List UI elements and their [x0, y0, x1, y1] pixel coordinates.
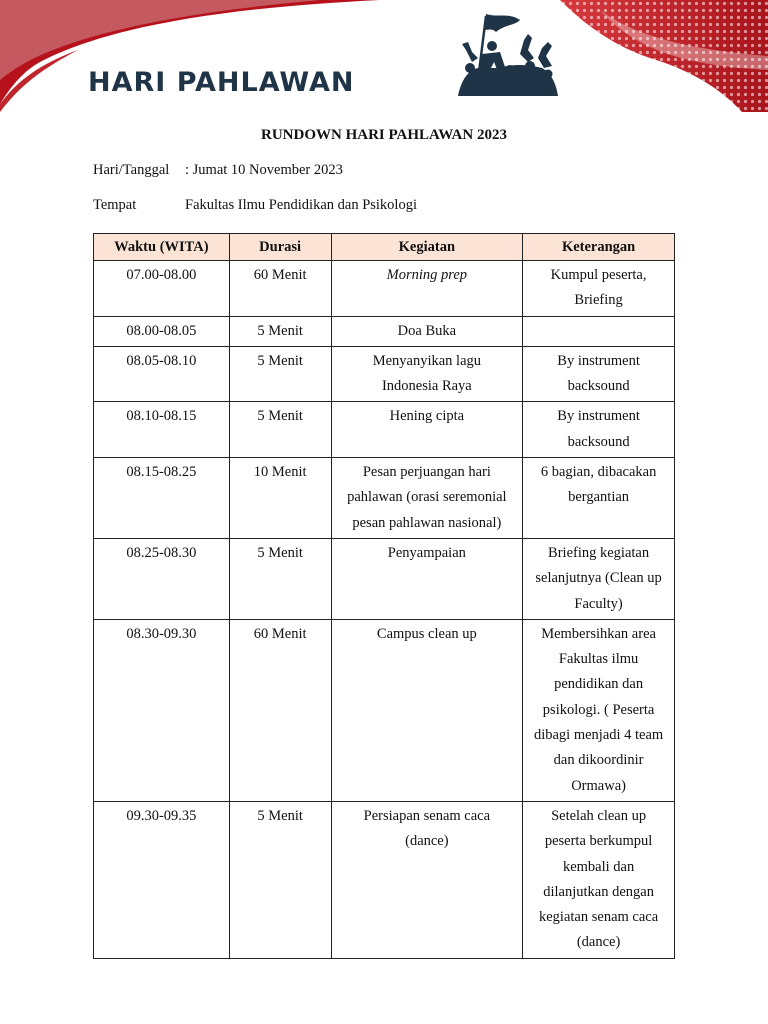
place-value: Fakultas Ilmu Pendidikan dan Psikologi [185, 197, 417, 213]
cell-time: 09.30-09.35 [94, 801, 230, 958]
cell-duration: 5 Menit [229, 316, 331, 346]
rundown-table [93, 233, 675, 959]
table-row [94, 801, 675, 958]
place-label: Tempat [93, 197, 137, 213]
column-header-duration: Durasi [229, 234, 331, 261]
column-header-time: Waktu (WITA) [94, 234, 230, 261]
date-row [93, 162, 343, 179]
cell-activity: Doa Buka [331, 316, 523, 346]
table-row [94, 619, 675, 801]
flag-bearer-icon [458, 10, 558, 100]
cell-note: Briefing kegiatan selanjutnya (Clean up Faculty) [523, 538, 675, 619]
cell-activity: Persiapan senam caca (dance) [331, 801, 523, 958]
cell-duration: 5 Menit [229, 346, 331, 402]
cell-activity: Pesan perjuangan hari pahlawan (orasi seremonial pesan pahlawan nasional) [331, 458, 523, 539]
document-title: RUNDOWN HARI PAHLAWAN 2023 [261, 127, 507, 143]
banner-title: HARI PAHLAWAN [88, 67, 355, 98]
table-row [94, 346, 675, 402]
cell-duration: 5 Menit [229, 402, 331, 458]
cell-note: By instrument backsound [523, 402, 675, 458]
cell-duration: 60 Menit [229, 619, 331, 801]
table-row [94, 538, 675, 619]
column-header-activity: Kegiatan [331, 234, 523, 261]
table-header-row [94, 234, 675, 261]
cell-time: 08.10-08.15 [94, 402, 230, 458]
cell-note: 6 bagian, dibacakan bergantian [523, 458, 675, 539]
cell-activity: Campus clean up [331, 619, 523, 801]
cell-time: 08.30-09.30 [94, 619, 230, 801]
cell-time: 07.00-08.00 [94, 261, 230, 317]
date-label: Hari/Tanggal [93, 162, 170, 178]
column-header-note: Keterangan [523, 234, 675, 261]
cell-note: Setelah clean up peserta berkumpul kembali dan dilanjutkan dengan kegiatan senam caca (dance) [523, 801, 675, 958]
table-row [94, 458, 675, 539]
table-row [94, 402, 675, 458]
header-banner [0, 0, 768, 112]
cell-time: 08.05-08.10 [94, 346, 230, 402]
table-row [94, 316, 675, 346]
cell-duration: 5 Menit [229, 801, 331, 958]
cell-duration: 5 Menit [229, 538, 331, 619]
cell-note: Kumpul peserta, Briefing [523, 261, 675, 317]
cell-note: By instrument backsound [523, 346, 675, 402]
cell-time: 08.15-08.25 [94, 458, 230, 539]
table-row [94, 261, 675, 317]
cell-activity: Menyanyikan lagu Indonesia Raya [331, 346, 523, 402]
cell-note: Membersihkan area Fakultas ilmu pendidikan dan psikologi. ( Peserta dibagi menjadi 4 team dan dikoordinir Ormawa) [523, 619, 675, 801]
date-value: : Jumat 10 November 2023 [185, 162, 343, 178]
cell-activity: Hening cipta [331, 402, 523, 458]
cell-time: 08.00-08.05 [94, 316, 230, 346]
cell-activity: Morning prep [331, 261, 523, 317]
cell-activity: Penyampaian [331, 538, 523, 619]
place-row [93, 197, 417, 214]
cell-time: 08.25-08.30 [94, 538, 230, 619]
cell-note [523, 316, 675, 346]
cell-duration: 60 Menit [229, 261, 331, 317]
cell-duration: 10 Menit [229, 458, 331, 539]
